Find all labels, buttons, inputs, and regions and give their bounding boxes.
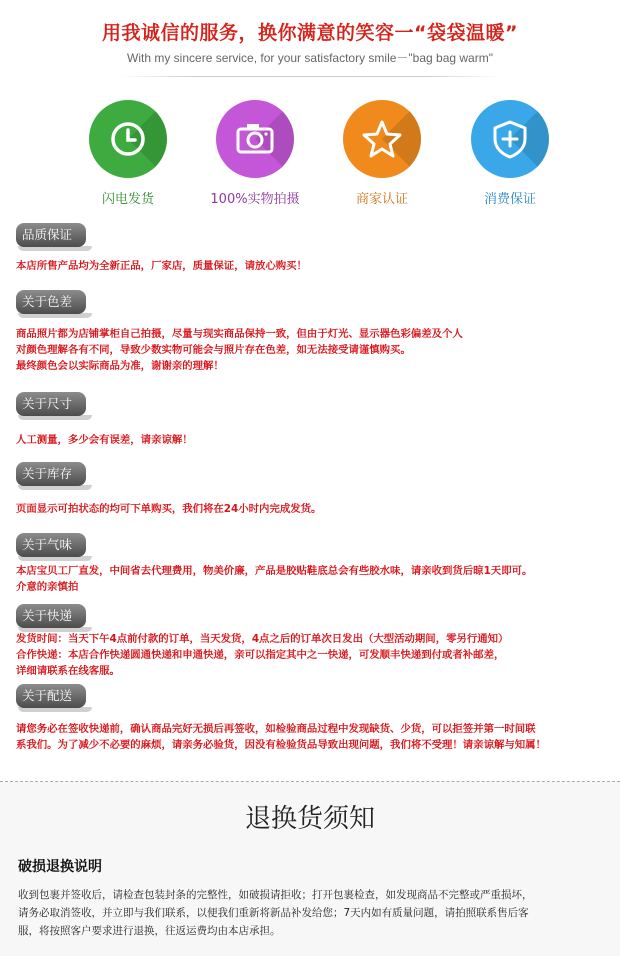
section-line: 本店所售产品均为全新正品，厂家店，质量保证，请放心购买！: [16, 260, 307, 272]
returns-text: [18, 886, 608, 940]
feature-merchant-cert: [312, 100, 452, 207]
section-text-delivery: [16, 631, 611, 679]
section-tab-shipping: 关于配送: [16, 684, 86, 708]
section-text-shipping: [16, 721, 611, 753]
section-line: 介意的亲慎拍: [16, 581, 79, 593]
feature-label: 消费保证: [483, 192, 536, 207]
section-text-color: [16, 326, 611, 374]
section-line: 人工测量，多少会有误差，请亲谅解！: [16, 434, 193, 446]
section-line: 商品照片都为店铺掌柜自己拍摄，尽量与现实商品保持一致，但由于灯光、显示器色彩偏差及个人: [16, 328, 463, 340]
section-line: 对颜色理解各有不同，导致少数实物可能会与照片存在色差，如无法接受请谨慎购买。: [16, 344, 411, 356]
section-line: 本店宝贝工厂直发，中间省去代理费用，物美价廉，产品是胶贴鞋底总会有些胶水味，请亲收到货后晾1天即可。: [16, 565, 533, 577]
header-divider: [120, 76, 500, 77]
header: [0, 18, 620, 66]
section-text-size: [16, 432, 611, 448]
section-line: 请您务必在签收快递前，确认商品完好无损后再签收，如检验商品过程中发现缺货、少货，可以拒签并第一时间联: [16, 723, 536, 735]
returns-line: 请务必取消签收，并立即与我们联系，以便我们重新将新品补发给您；7天内如有质量问题，请拍照联系售后客: [18, 907, 529, 919]
section-text-smell: [16, 563, 611, 595]
header-subtitle: With my sincere service, for your satisfactory smile－"bag bag warm": [127, 51, 493, 65]
section-line: 发货时间：当天下午4点前付款的订单，当天发货，4点之后的订单次日发出（大型活动期间，零另行通知）: [16, 633, 509, 645]
returns-subtitle: 破损退换说明: [18, 859, 102, 875]
feature-real-photo: [185, 100, 325, 207]
section-line: 系我们。为了减少不必要的麻烦，请亲务必验货，因没有检验货品导致出现问题，我们将不受理！请亲谅解与知属！: [16, 739, 546, 751]
section-tab-size: 关于尺寸: [16, 392, 86, 416]
clock-icon: [89, 100, 167, 178]
star-icon: [343, 100, 421, 178]
section-line: 详细请联系在线客服。: [16, 665, 120, 677]
returns-line: 服，将按照客户要求进行退换，往返运费均由本店承担。: [18, 925, 281, 937]
returns-title: 退换货须知: [244, 804, 375, 834]
feature-label: 闪电发货: [101, 192, 154, 207]
shield-plus-icon: [471, 100, 549, 178]
section-line: 合作快递：本店合作快递圆通快递和申通快递，亲可以指定其中之一快递，可发顺丰快递到付或者补邮差，: [16, 649, 505, 661]
section-tab-quality: 品质保证: [16, 223, 86, 247]
section-line: 最终颜色会以实际商品为准，谢谢亲的理解！: [16, 360, 224, 372]
section-line: 页面显示可拍状态的均可下单购买，我们将在24小时内完成发货。: [16, 503, 322, 515]
header-title: 用我诚信的服务，换你满意的笑容一“袋袋温暖”: [102, 22, 518, 44]
section-tab-stock: 关于库存: [16, 462, 86, 486]
section-text-stock: [16, 501, 611, 517]
feature-row: [0, 100, 620, 220]
returns-panel: [0, 782, 620, 956]
section-text-quality: [16, 258, 611, 274]
section-tab-color: 关于色差: [16, 290, 86, 314]
feature-label: 商家认证: [355, 192, 408, 207]
camera-icon: [216, 100, 294, 178]
feature-fast-shipping: [58, 100, 198, 207]
returns-line: 收到包裹并签收后，请检查包装封条的完整性，如破损请拒收；打开包裹检查，如发现商品不完整或严重损坏，: [18, 889, 533, 901]
feature-label: 100%实物拍摄: [210, 192, 300, 207]
feature-consumer-guarantee: [440, 100, 580, 207]
section-tab-delivery: 关于快递: [16, 604, 86, 628]
section-tab-smell: 关于气味: [16, 533, 86, 557]
